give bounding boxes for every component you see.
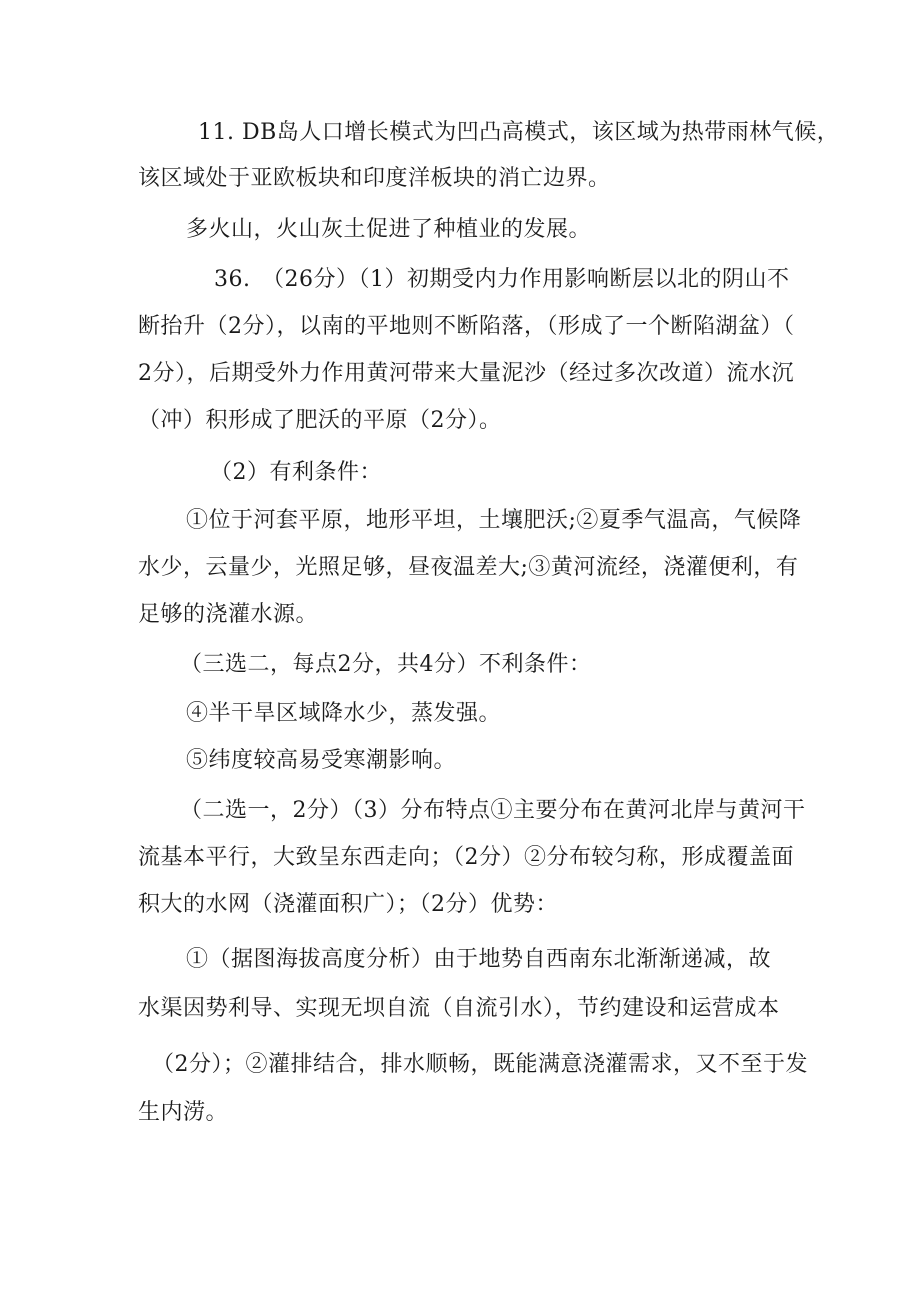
text-line: 水渠因势利导、实现无坝自流（自流引水），节约建设和运营成本: [138, 996, 780, 1021]
text-line: （2分）；②灌排结合，排水顺畅，既能满意浇灌需求，又不至于发: [152, 1052, 808, 1077]
text-line: 流基本平行，大致呈东西走向；（2分）②分布较匀称，形成覆盖面: [138, 845, 794, 870]
text-line: ①（据图海拔高度分析）由于地势自西南东北渐渐递减，故: [186, 947, 772, 972]
text-line: 11. DB岛人口增长模式为凹凸高模式，该区域为热带雨林气候，: [198, 120, 840, 145]
text-line: 多火山，火山灰土促进了种植业的发展。: [186, 217, 592, 242]
text-line: ①位于河套平原，地形平坦，土壤肥沃;②夏季气温高，气候降: [186, 508, 802, 533]
text-line: （2）有利条件：: [210, 460, 382, 485]
text-line: （二选一，2分）（3）分布特点①主要分布在黄河北岸与黄河干: [180, 798, 806, 823]
text-line: 生内涝。: [138, 1100, 229, 1125]
text-line: （冲）积形成了肥沃的平原（2分）。: [138, 408, 502, 433]
text-line: ④半干旱区域降水少，蒸发强。: [186, 701, 502, 726]
text-line: ⑤纬度较高易受寒潮影响。: [186, 748, 457, 773]
text-line: 水少，云量少，光照足够，昼夜温差大;③黄河流经，浇灌便利，有: [138, 555, 799, 580]
text-line: 足够的浇灌水源。: [138, 602, 319, 627]
text-line: 该区域处于亚欧板块和印度洋板块的消亡边界。: [138, 166, 611, 191]
text-line: 断抬升（2分），以南的平地则不断陷落，（形成了一个断陷湖盆）（: [138, 314, 795, 339]
text-line: 36. （26分）（1）初期受内力作用影响断层以北的阴山不: [214, 267, 790, 292]
text-line: 2分），后期受外力作用黄河带来大量泥沙（经过多次改道）流水沉: [138, 361, 794, 386]
text-line: 积大的水网（浇灌面积广）；（2分）优势：: [138, 892, 558, 917]
text-line: （三选二，每点2分，共4分）不利条件：: [180, 652, 592, 677]
